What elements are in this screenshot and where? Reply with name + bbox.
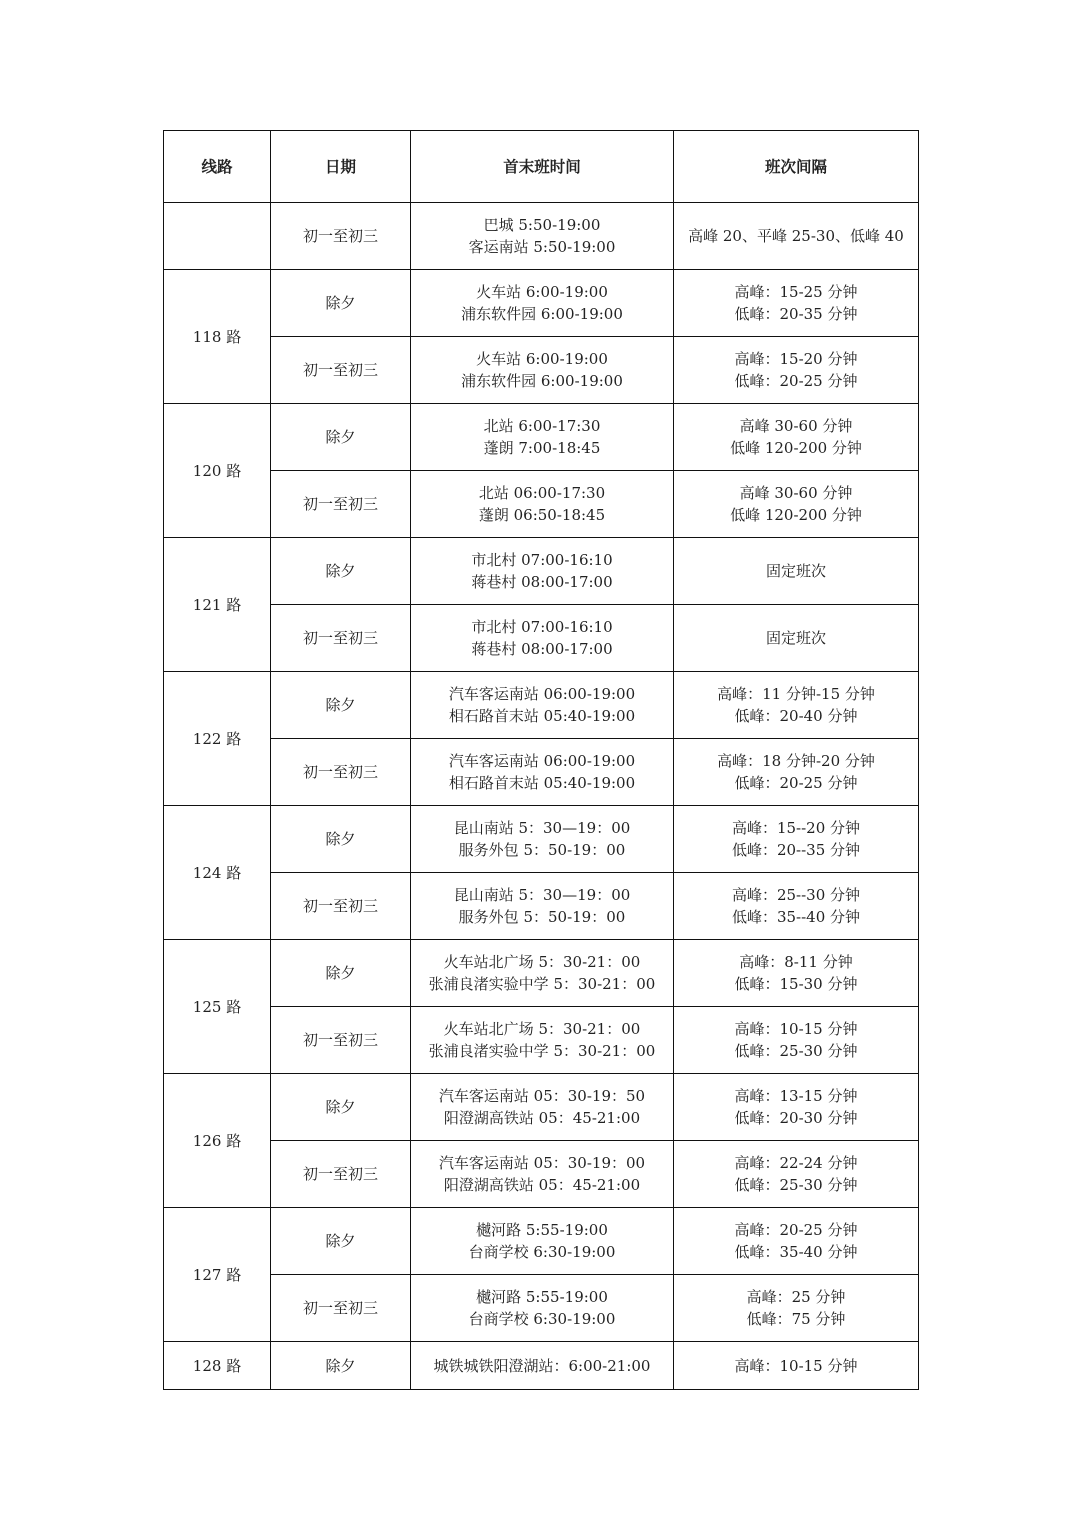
date-cell: 初一至初三 bbox=[271, 605, 411, 672]
time-cell bbox=[411, 940, 674, 1007]
interval-cell bbox=[674, 1275, 919, 1342]
header-date: 日期 bbox=[271, 131, 411, 203]
time-line: 火车站 6:00-19:00 bbox=[476, 283, 608, 301]
route-cell: 122 路 bbox=[164, 672, 271, 806]
time-cell bbox=[411, 538, 674, 605]
interval-line: 低峰 120-200 分钟 bbox=[730, 506, 862, 524]
interval-cell bbox=[674, 337, 919, 404]
header-route: 线路 bbox=[164, 131, 271, 203]
table-row bbox=[164, 940, 919, 1007]
date-cell: 除夕 bbox=[271, 404, 411, 471]
time-line: 客运南站 5:50-19:00 bbox=[468, 238, 616, 256]
table-row bbox=[164, 471, 919, 538]
header-interval: 班次间隔 bbox=[674, 131, 919, 203]
interval-cell bbox=[674, 1208, 919, 1275]
interval-cell bbox=[674, 873, 919, 940]
date-cell: 除夕 bbox=[271, 538, 411, 605]
time-cell bbox=[411, 806, 674, 873]
date-cell: 初一至初三 bbox=[271, 337, 411, 404]
interval-line: 低峰：20-25 分钟 bbox=[734, 372, 858, 390]
time-line: 张浦良渚实验中学 5：30-21：00 bbox=[428, 1042, 656, 1060]
time-cell bbox=[411, 605, 674, 672]
time-line: 相石路首末站 05:40-19:00 bbox=[448, 707, 636, 725]
date-cell: 初一至初三 bbox=[271, 873, 411, 940]
route-cell: 125 路 bbox=[164, 940, 271, 1074]
table-row bbox=[164, 739, 919, 806]
interval-line: 固定班次 bbox=[765, 629, 826, 647]
time-line: 巴城 5:50-19:00 bbox=[483, 216, 601, 234]
table-row bbox=[164, 1342, 919, 1390]
time-line: 蒋巷村 08:00-17:00 bbox=[471, 573, 613, 591]
time-line: 汽车客运南站 05：30-19：50 bbox=[438, 1087, 646, 1105]
date-cell: 除夕 bbox=[271, 806, 411, 873]
time-line: 蓬朗 7:00-18:45 bbox=[483, 439, 601, 457]
interval-line: 低峰：35-40 分钟 bbox=[734, 1243, 858, 1261]
date-cell: 初一至初三 bbox=[271, 203, 411, 270]
time-line: 蒋巷村 08:00-17:00 bbox=[471, 640, 613, 658]
time-line: 阳澄湖高铁站 05：45-21:00 bbox=[443, 1176, 641, 1194]
route-cell: 121 路 bbox=[164, 538, 271, 672]
time-line: 蓬朗 06:50-18:45 bbox=[478, 506, 606, 524]
interval-line: 低峰：20-25 分钟 bbox=[734, 774, 858, 792]
time-cell bbox=[411, 404, 674, 471]
time-cell bbox=[411, 739, 674, 806]
interval-cell bbox=[674, 1342, 919, 1390]
time-cell bbox=[411, 1141, 674, 1208]
time-line: 城铁城铁阳澄湖站：6:00-21:00 bbox=[433, 1356, 651, 1375]
interval-cell bbox=[674, 404, 919, 471]
table-row bbox=[164, 203, 919, 270]
time-cell bbox=[411, 1275, 674, 1342]
time-line: 火车站北广场 5：30-21：00 bbox=[443, 953, 641, 971]
interval-line: 高峰：11 分钟-15 分钟 bbox=[717, 685, 875, 703]
schedule-body bbox=[164, 203, 919, 1390]
time-line: 汽车客运南站 05：30-19：00 bbox=[438, 1154, 646, 1172]
interval-line: 高峰：18 分钟-20 分钟 bbox=[717, 752, 875, 770]
time-cell bbox=[411, 203, 674, 270]
interval-line: 低峰：20-40 分钟 bbox=[734, 707, 858, 725]
interval-line: 高峰：25--30 分钟 bbox=[731, 886, 861, 904]
interval-line: 低峰：35--40 分钟 bbox=[731, 908, 861, 926]
interval-cell bbox=[674, 1141, 919, 1208]
table-row bbox=[164, 1208, 919, 1275]
interval-line: 高峰 30-60 分钟 bbox=[739, 417, 853, 435]
header-row bbox=[164, 131, 919, 203]
table-row bbox=[164, 873, 919, 940]
time-line: 市北村 07:00-16:10 bbox=[471, 618, 613, 636]
interval-line: 高峰：15-25 分钟 bbox=[734, 283, 858, 301]
time-cell bbox=[411, 1342, 674, 1390]
table-row bbox=[164, 672, 919, 739]
table-row bbox=[164, 605, 919, 672]
interval-cell bbox=[674, 538, 919, 605]
interval-line: 高峰：20-25 分钟 bbox=[734, 1221, 858, 1239]
time-line: 昆山南站 5：30—19：00 bbox=[453, 819, 631, 837]
time-line: 阳澄湖高铁站 05：45-21:00 bbox=[443, 1109, 641, 1127]
time-line: 北站 06:00-17:30 bbox=[478, 484, 606, 502]
route-cell: 118 路 bbox=[164, 270, 271, 404]
date-cell: 除夕 bbox=[271, 672, 411, 739]
time-line: 樾河路 5:55-19:00 bbox=[476, 1288, 608, 1306]
bus-schedule-table bbox=[163, 130, 919, 1390]
interval-cell bbox=[674, 1007, 919, 1074]
time-cell bbox=[411, 1074, 674, 1141]
time-line: 浦东软件园 6:00-19:00 bbox=[461, 305, 623, 323]
time-line: 相石路首末站 05:40-19:00 bbox=[448, 774, 636, 792]
interval-cell bbox=[674, 739, 919, 806]
time-line: 浦东软件园 6:00-19:00 bbox=[461, 372, 623, 390]
table-row bbox=[164, 404, 919, 471]
time-cell bbox=[411, 1208, 674, 1275]
time-line: 昆山南站 5：30—19：00 bbox=[453, 886, 631, 904]
interval-line: 低峰：25-30 分钟 bbox=[734, 1042, 858, 1060]
date-cell: 除夕 bbox=[271, 1342, 411, 1390]
date-cell: 初一至初三 bbox=[271, 471, 411, 538]
time-cell bbox=[411, 471, 674, 538]
table-row bbox=[164, 1007, 919, 1074]
time-line: 樾河路 5:55-19:00 bbox=[476, 1221, 608, 1239]
interval-line: 高峰：25 分钟 bbox=[746, 1288, 846, 1306]
time-line: 服务外包 5：50-19：00 bbox=[458, 841, 626, 859]
interval-line: 高峰：10-15 分钟 bbox=[734, 1020, 858, 1038]
date-cell: 除夕 bbox=[271, 1074, 411, 1141]
time-cell bbox=[411, 270, 674, 337]
interval-cell bbox=[674, 806, 919, 873]
interval-line: 高峰：15-20 分钟 bbox=[734, 350, 858, 368]
route-cell: 124 路 bbox=[164, 806, 271, 940]
time-line: 市北村 07:00-16:10 bbox=[471, 551, 613, 569]
table-row bbox=[164, 1141, 919, 1208]
interval-line: 低峰 120-200 分钟 bbox=[730, 439, 862, 457]
route-cell: 127 路 bbox=[164, 1208, 271, 1342]
interval-line: 高峰：15--20 分钟 bbox=[731, 819, 861, 837]
route-cell bbox=[164, 203, 271, 270]
time-line: 火车站 6:00-19:00 bbox=[476, 350, 608, 368]
interval-line: 低峰：20--35 分钟 bbox=[731, 841, 861, 859]
time-cell bbox=[411, 337, 674, 404]
interval-line: 高峰：8-11 分钟 bbox=[739, 953, 853, 971]
table-row bbox=[164, 806, 919, 873]
table-row bbox=[164, 337, 919, 404]
interval-cell bbox=[674, 270, 919, 337]
table-row bbox=[164, 538, 919, 605]
interval-line: 低峰：15-30 分钟 bbox=[734, 975, 858, 993]
date-cell: 除夕 bbox=[271, 270, 411, 337]
interval-line: 高峰：22-24 分钟 bbox=[734, 1154, 858, 1172]
date-cell: 初一至初三 bbox=[271, 1141, 411, 1208]
route-cell: 126 路 bbox=[164, 1074, 271, 1208]
interval-line: 高峰：13-15 分钟 bbox=[734, 1087, 858, 1105]
interval-line: 高峰：10-15 分钟 bbox=[734, 1356, 858, 1375]
time-line: 汽车客运南站 06:00-19:00 bbox=[448, 752, 636, 770]
interval-line: 低峰：25-30 分钟 bbox=[734, 1176, 858, 1194]
date-cell: 除夕 bbox=[271, 940, 411, 1007]
interval-cell bbox=[674, 605, 919, 672]
interval-line: 高峰 30-60 分钟 bbox=[739, 484, 853, 502]
time-line: 服务外包 5：50-19：00 bbox=[458, 908, 626, 926]
date-cell: 初一至初三 bbox=[271, 739, 411, 806]
table-row bbox=[164, 1074, 919, 1141]
table-row bbox=[164, 1275, 919, 1342]
time-line: 汽车客运南站 06:00-19:00 bbox=[448, 685, 636, 703]
interval-cell bbox=[674, 1074, 919, 1141]
interval-cell bbox=[674, 471, 919, 538]
route-cell: 120 路 bbox=[164, 404, 271, 538]
header-time: 首末班时间 bbox=[411, 131, 674, 203]
time-line: 台商学校 6:30-19:00 bbox=[468, 1310, 616, 1328]
date-cell: 除夕 bbox=[271, 1208, 411, 1275]
time-cell bbox=[411, 873, 674, 940]
time-cell bbox=[411, 672, 674, 739]
time-cell bbox=[411, 1007, 674, 1074]
time-line: 张浦良渚实验中学 5：30-21：00 bbox=[428, 975, 656, 993]
interval-cell bbox=[674, 940, 919, 1007]
interval-line: 低峰：75 分钟 bbox=[746, 1310, 846, 1328]
time-line: 北站 6:00-17:30 bbox=[483, 417, 601, 435]
date-cell: 初一至初三 bbox=[271, 1275, 411, 1342]
time-line: 台商学校 6:30-19:00 bbox=[468, 1243, 616, 1261]
interval-cell bbox=[674, 203, 919, 270]
time-line: 火车站北广场 5：30-21：00 bbox=[443, 1020, 641, 1038]
interval-line: 固定班次 bbox=[765, 562, 826, 580]
interval-line: 低峰：20-35 分钟 bbox=[734, 305, 858, 323]
interval-cell bbox=[674, 672, 919, 739]
table-row bbox=[164, 270, 919, 337]
interval-line: 高峰 20、平峰 25-30、低峰 40 bbox=[688, 227, 904, 245]
date-cell: 初一至初三 bbox=[271, 1007, 411, 1074]
interval-line: 低峰：20-30 分钟 bbox=[734, 1109, 858, 1127]
route-cell: 128 路 bbox=[164, 1342, 271, 1390]
